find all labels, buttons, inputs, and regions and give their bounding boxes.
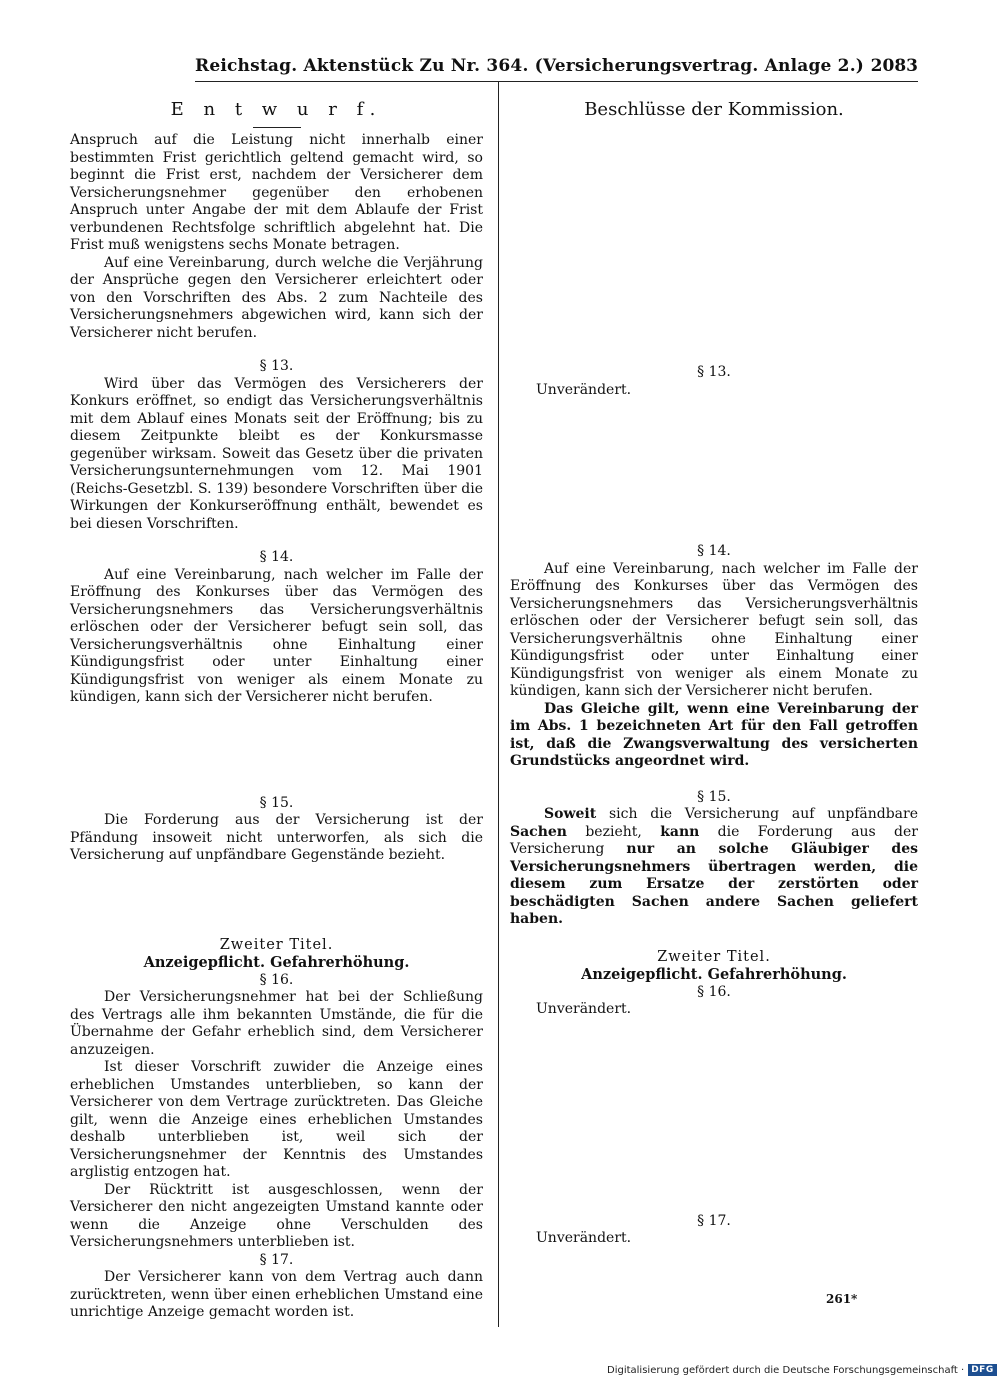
right-column-heading: Beschlüsse der Kommission. [584, 99, 844, 120]
section-14-title: § 14. [697, 543, 731, 559]
section-16-paragraph-2: Ist dieser Vorschrift zuwider die Anzeige eines erheblichen Umstandes unterblieben, so kann der Versicherer von dem Vertrage zurücktreten. Das Gleiche gilt, wenn die Anzeige eines erheblichen Umstandes deshalb unterblieben ist, weil sich der Versicherungsnehmer der Kenntnis des Umstandes arglistig entzogen hat. [70, 1059, 483, 1180]
section-16-title: § 16. [259, 971, 294, 988]
section-13-text: Unverändert. [536, 381, 632, 398]
running-title: Reichstag. Aktenstück Zu Nr. 364. (Versicherungsvertrag. Anlage 2.) [195, 56, 865, 76]
section-16-paragraph-1: Der Versicherungsnehmer hat bei der Schließung des Vertrags alle ihm bekannten Umstände, die für die Übernahme der Gefahr erheblich sind, dem Versicherer anzuzeigen. [70, 989, 483, 1058]
section-13-title: § 13. [259, 358, 294, 374]
section-17-title: § 17. [697, 1212, 731, 1229]
section-17-text: Unverändert. [536, 1230, 632, 1246]
column-divider [498, 82, 499, 1327]
part-title: Zweiter Titel. [219, 936, 334, 953]
heading-rule [253, 127, 301, 128]
section-15-text: Soweit sich die Versicherung auf unpfändbare Sachen bezieht, kann die Forderung aus der Versicherung nur an solche Gläubiger des Versicherungsnehmers übertragen werden, die diesem zum Ersatze der zerstörten oder beschädigten Sachen andere Sachen geliefert haben. [510, 806, 918, 927]
page-number: 2083 [870, 56, 918, 76]
section-14-text: Auf eine Vereinbarung, nach welcher im Falle der Eröffnung des Konkurses über das Vermögen des Versicherungsnehmers das Versicherungsverhältnis erlöschen oder der Versicherer befugt sein soll, das Versicherungsverhältnis ohne Einhaltung einer Kündigungsfrist oder unter Einhaltung einer Kündigungsfrist von weniger als einem Monate zu kündigen, kann sich der Versicherer nicht berufen. [510, 560, 918, 699]
section-13-title: § 13. [697, 364, 731, 380]
section-17-title: § 17. [259, 1251, 294, 1268]
left-column-heading: E n t w u r f. [170, 99, 383, 120]
section-17-text: Der Versicherer kann von dem Vertrag auch dann zurücktreten, wenn über einen erheblichen Umstand eine unrichtige Anzeige gemacht worden ist. [70, 1269, 483, 1320]
section-14-text: Auf eine Vereinbarung, nach welcher im Falle der Eröffnung des Konkurses über das Vermögen des Versicherungsnehmers das Versicherungsverhältnis erlöschen oder der Versicherer befugt sein soll, das Versicherungsverhältnis ohne Einhaltung einer Kündigungsfrist oder unter Einhaltung einer Kündigungsfrist von weniger als einem Monate zu kündigen, kann sich der Versicherer nicht berufen. [70, 566, 483, 705]
amendment-bold: Sachen [510, 823, 567, 840]
section-14-amendment: Das Gleiche gilt, wenn eine Vereinbarung der im Abs. 1 bezeichneten Art für den Fall getroffen ist, daß die Zwangsverwaltung des versicherten Grundstücks angeordnet wird. [510, 700, 918, 769]
part-subtitle: Anzeigepflicht. Gefahrerhöhung. [581, 966, 847, 983]
digitization-credit [607, 1364, 997, 1376]
section-15-title: § 15. [697, 788, 731, 805]
left-column-draft [70, 99, 483, 1322]
section-14-title: § 14. [259, 549, 294, 565]
amendment-bold: kann [660, 823, 700, 840]
section-15-title: § 15. [259, 794, 294, 811]
section-16-paragraph-3: Der Rücktritt ist ausgeschlossen, wenn der Versicherer den nicht angezeigten Umstand kannte oder wenn die Anzeige ohne Verschulden des Versicherungsnehmers unterblieben ist. [70, 1181, 483, 1250]
header-rule [195, 81, 918, 82]
section-16-text: Unverändert. [536, 1001, 632, 1017]
intro-paragraph-1: Anspruch auf die Leistung nicht innerhalb einer bestimmten Frist gerichtlich geltend gemacht wird, so beginnt die Frist erst, nachdem der Versicherer dem Versicherungsnehmer gegenüber den erhobenen Anspruch unter Angabe der mit dem Ablaufe der Frist verbundenen Rechtsfolge schriftlich abgelehnt hat. Die Frist muß wenigstens sechs Monate betragen. [70, 132, 483, 253]
page-header [195, 56, 918, 82]
sheet-number: 261* [826, 1292, 858, 1306]
part-subtitle: Anzeigepflicht. Gefahrerhöhung. [143, 954, 410, 971]
section-15-text: Die Forderung aus der Versicherung ist der Pfändung insoweit nicht unterworfen, als sich die Versicherung auf unpfändbare Gegenstände bezieht. [70, 812, 483, 863]
intro-paragraph-2: Auf eine Vereinbarung, durch welche die Verjährung der Ansprüche gegen den Versicherer erleichtert oder von den Vorschriften des Abs. 2 zum Nachteile des Versicherungsnehmers abgewichen wird, kann sich der Versicherer nicht berufen. [70, 254, 483, 341]
credit-text: Digitalisierung gefördert durch die Deutsche Forschungsgemeinschaft · [607, 1364, 965, 1376]
amendment-bold: Soweit [544, 806, 597, 822]
part-title: Zweiter Titel. [657, 948, 771, 965]
section-16-title: § 16. [697, 983, 731, 1000]
amendment-bold: nur an solche Gläubiger des Versicherungsnehmers übertragen werden, die diesem zum Ersatze der zerstörten oder beschädigten Sachen andere Sachen geliefert haben. [510, 841, 918, 927]
dfg-logo: DFG [968, 1364, 997, 1376]
right-column-commission [510, 99, 918, 1248]
section-13-text: Wird über das Vermögen des Versicherers der Konkurs eröffnet, so endigt das Versicherungsverhältnis mit dem Ablauf eines Monats seit der Eröffnung; bis zu diesem Zeitpunkte bleibt es der Konkursmasse gegenüber wirksam. Soweit das Gesetz über die privaten Versicherungsunternehmungen vom 12. Mai 1901 (Reichs-Gesetzbl. S. 139) besondere Vorschriften über die Wirkungen der Konkurseröffnung enthält, bewendet es bei diesen Vorschriften. [70, 375, 483, 532]
